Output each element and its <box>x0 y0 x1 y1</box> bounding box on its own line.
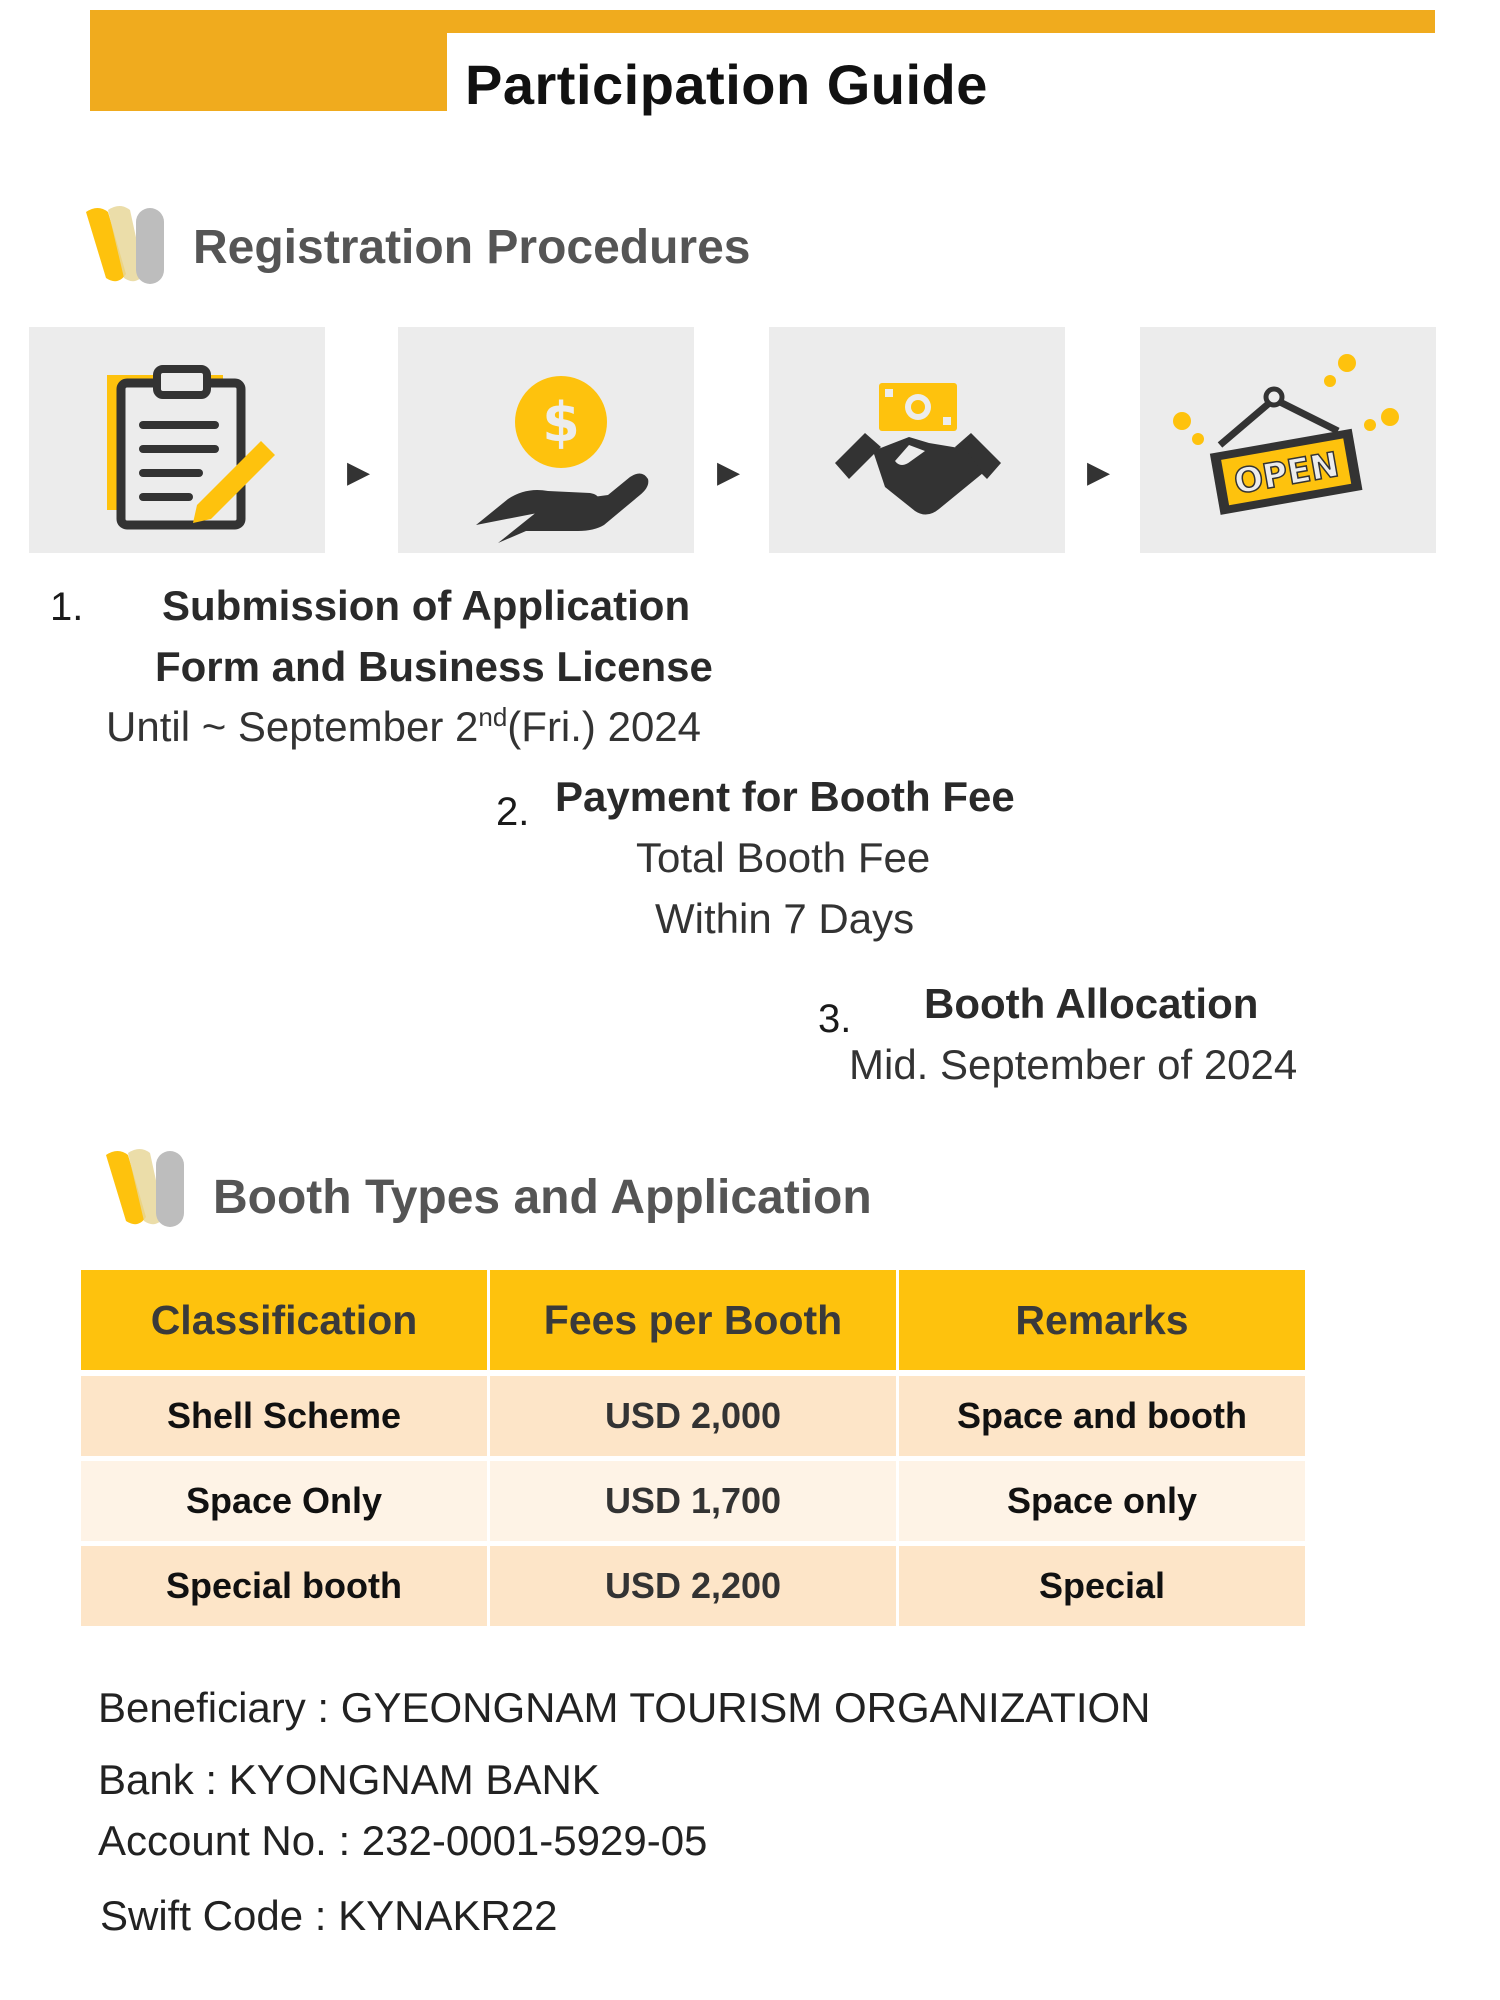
step-2-number: 2. <box>496 790 530 834</box>
section-logo-icon <box>98 1143 188 1233</box>
step-4-box <box>1140 327 1436 553</box>
hand-coin-icon <box>398 327 694 553</box>
step-1-deadline: Until ~ September 2nd(Fri.) 2024 <box>106 702 702 750</box>
svg-text:OPEN: OPEN <box>1231 444 1342 503</box>
column-header-remarks: Remarks <box>899 1270 1305 1376</box>
cell-fee: USD 2,000 <box>490 1376 896 1461</box>
step-1-number: 1. <box>50 585 84 629</box>
step-arrow-3: ▶ <box>1087 456 1111 489</box>
bank-text: Bank : KYONGNAM BANK <box>98 1756 600 1803</box>
step-2-box <box>398 327 694 553</box>
table-row <box>81 1461 1305 1546</box>
account-number-text: Account No. : 232-0001-5929-05 <box>98 1817 708 1864</box>
cell-classification: Space Only <box>81 1461 487 1546</box>
cell-classification: Shell Scheme <box>81 1376 487 1461</box>
table-row <box>81 1376 1305 1461</box>
cell-remarks: Special <box>899 1546 1305 1631</box>
table-row <box>81 1546 1305 1631</box>
booth-types-section-title: Booth Types and Application <box>213 1171 872 1224</box>
step-3-box <box>769 327 1065 553</box>
table-header-row <box>81 1270 1305 1376</box>
cell-remarks: Space only <box>899 1461 1305 1546</box>
section-logo-icon <box>78 200 168 290</box>
step-2-line2: Within 7 Days <box>655 895 915 942</box>
step-3-line1: Mid. September of 2024 <box>849 1041 1298 1088</box>
page-title: Participation Guide <box>465 53 988 116</box>
step-1-heading-line2: Form and Business License <box>155 643 713 690</box>
step-arrow-2: ▶ <box>717 456 741 489</box>
swift-code-text: Swift Code : KYNAKR22 <box>100 1892 558 1939</box>
cell-fee: USD 1,700 <box>490 1461 896 1546</box>
step-3-number: 3. <box>818 997 852 1041</box>
step-1-box <box>29 327 325 553</box>
column-header-classification: Classification <box>81 1270 487 1376</box>
cell-remarks: Space and booth <box>899 1376 1305 1461</box>
beneficiary-text: Beneficiary : GYEONGNAM TOURISM ORGANIZATION <box>98 1684 1151 1731</box>
step-arrow-1: ▶ <box>347 456 371 489</box>
step-3-heading: Booth Allocation <box>924 980 1259 1027</box>
title-accent-block <box>90 33 447 111</box>
column-header-fees: Fees per Booth <box>490 1270 896 1376</box>
open-sign-icon <box>1140 327 1436 553</box>
handshake-money-icon <box>769 327 1065 553</box>
registration-section-title: Registration Procedures <box>193 221 751 274</box>
booth-types-table <box>78 1270 1308 1631</box>
header-accent-bar <box>90 10 1435 33</box>
step-2-line1: Total Booth Fee <box>636 834 931 881</box>
step-2-heading: Payment for Booth Fee <box>555 773 1015 820</box>
svg-text:$: $ <box>542 391 580 454</box>
cell-fee: USD 2,200 <box>490 1546 896 1631</box>
cell-classification: Special booth <box>81 1546 487 1631</box>
step-1-heading-line1: Submission of Application <box>162 582 691 629</box>
clipboard-pencil-icon <box>29 327 325 553</box>
